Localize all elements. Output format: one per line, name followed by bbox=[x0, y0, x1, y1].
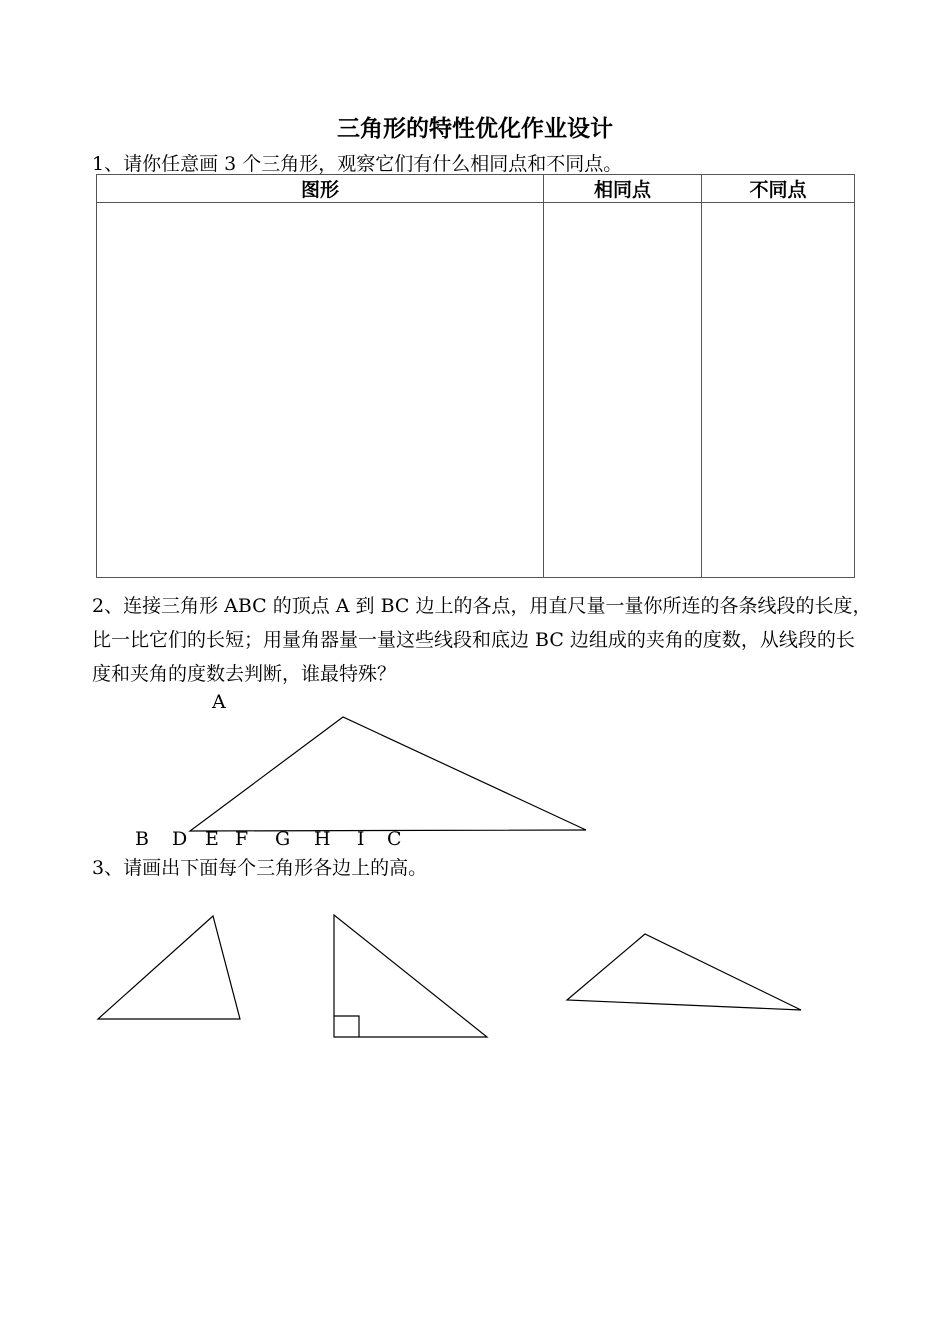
triangle-1 bbox=[98, 916, 240, 1019]
point-label-f: F bbox=[235, 828, 249, 850]
header-similarities: 相同点 bbox=[544, 175, 702, 203]
question-3: 3、请画出下面每个三角形各边上的高。 bbox=[92, 857, 428, 879]
triangle-3 bbox=[567, 934, 801, 1010]
point-label-a: A bbox=[212, 691, 226, 713]
point-label-g: G bbox=[275, 828, 291, 850]
question-2: 2、连接三角形 ABC 的顶点 A 到 BC 边上的各点，用直尺量一量你所连的各条线段的长度，比一比它们的长短；用量角器量一量这些线段和底边 BC 边组成的夹角的度数，从线段的长度和夹角的度数去判断，谁最特殊？ bbox=[92, 595, 872, 685]
question-1: 1、请你任意画 3 个三角形，观察它们有什么相同点和不同点。 bbox=[92, 153, 623, 175]
header-differences: 不同点 bbox=[702, 175, 855, 203]
point-label-d: D bbox=[172, 828, 188, 850]
triangle-2-right bbox=[334, 915, 487, 1037]
triangle-abc bbox=[190, 717, 586, 831]
right-angle-mark bbox=[334, 1016, 359, 1037]
point-label-e: E bbox=[205, 828, 219, 850]
point-label-h: H bbox=[314, 828, 331, 850]
page-title: 三角形的特性优化作业设计 bbox=[337, 116, 613, 142]
header-figure: 图形 bbox=[97, 175, 544, 203]
point-label-b: B bbox=[135, 828, 149, 850]
point-label-i: I bbox=[357, 828, 365, 850]
point-label-c: C bbox=[387, 828, 402, 850]
